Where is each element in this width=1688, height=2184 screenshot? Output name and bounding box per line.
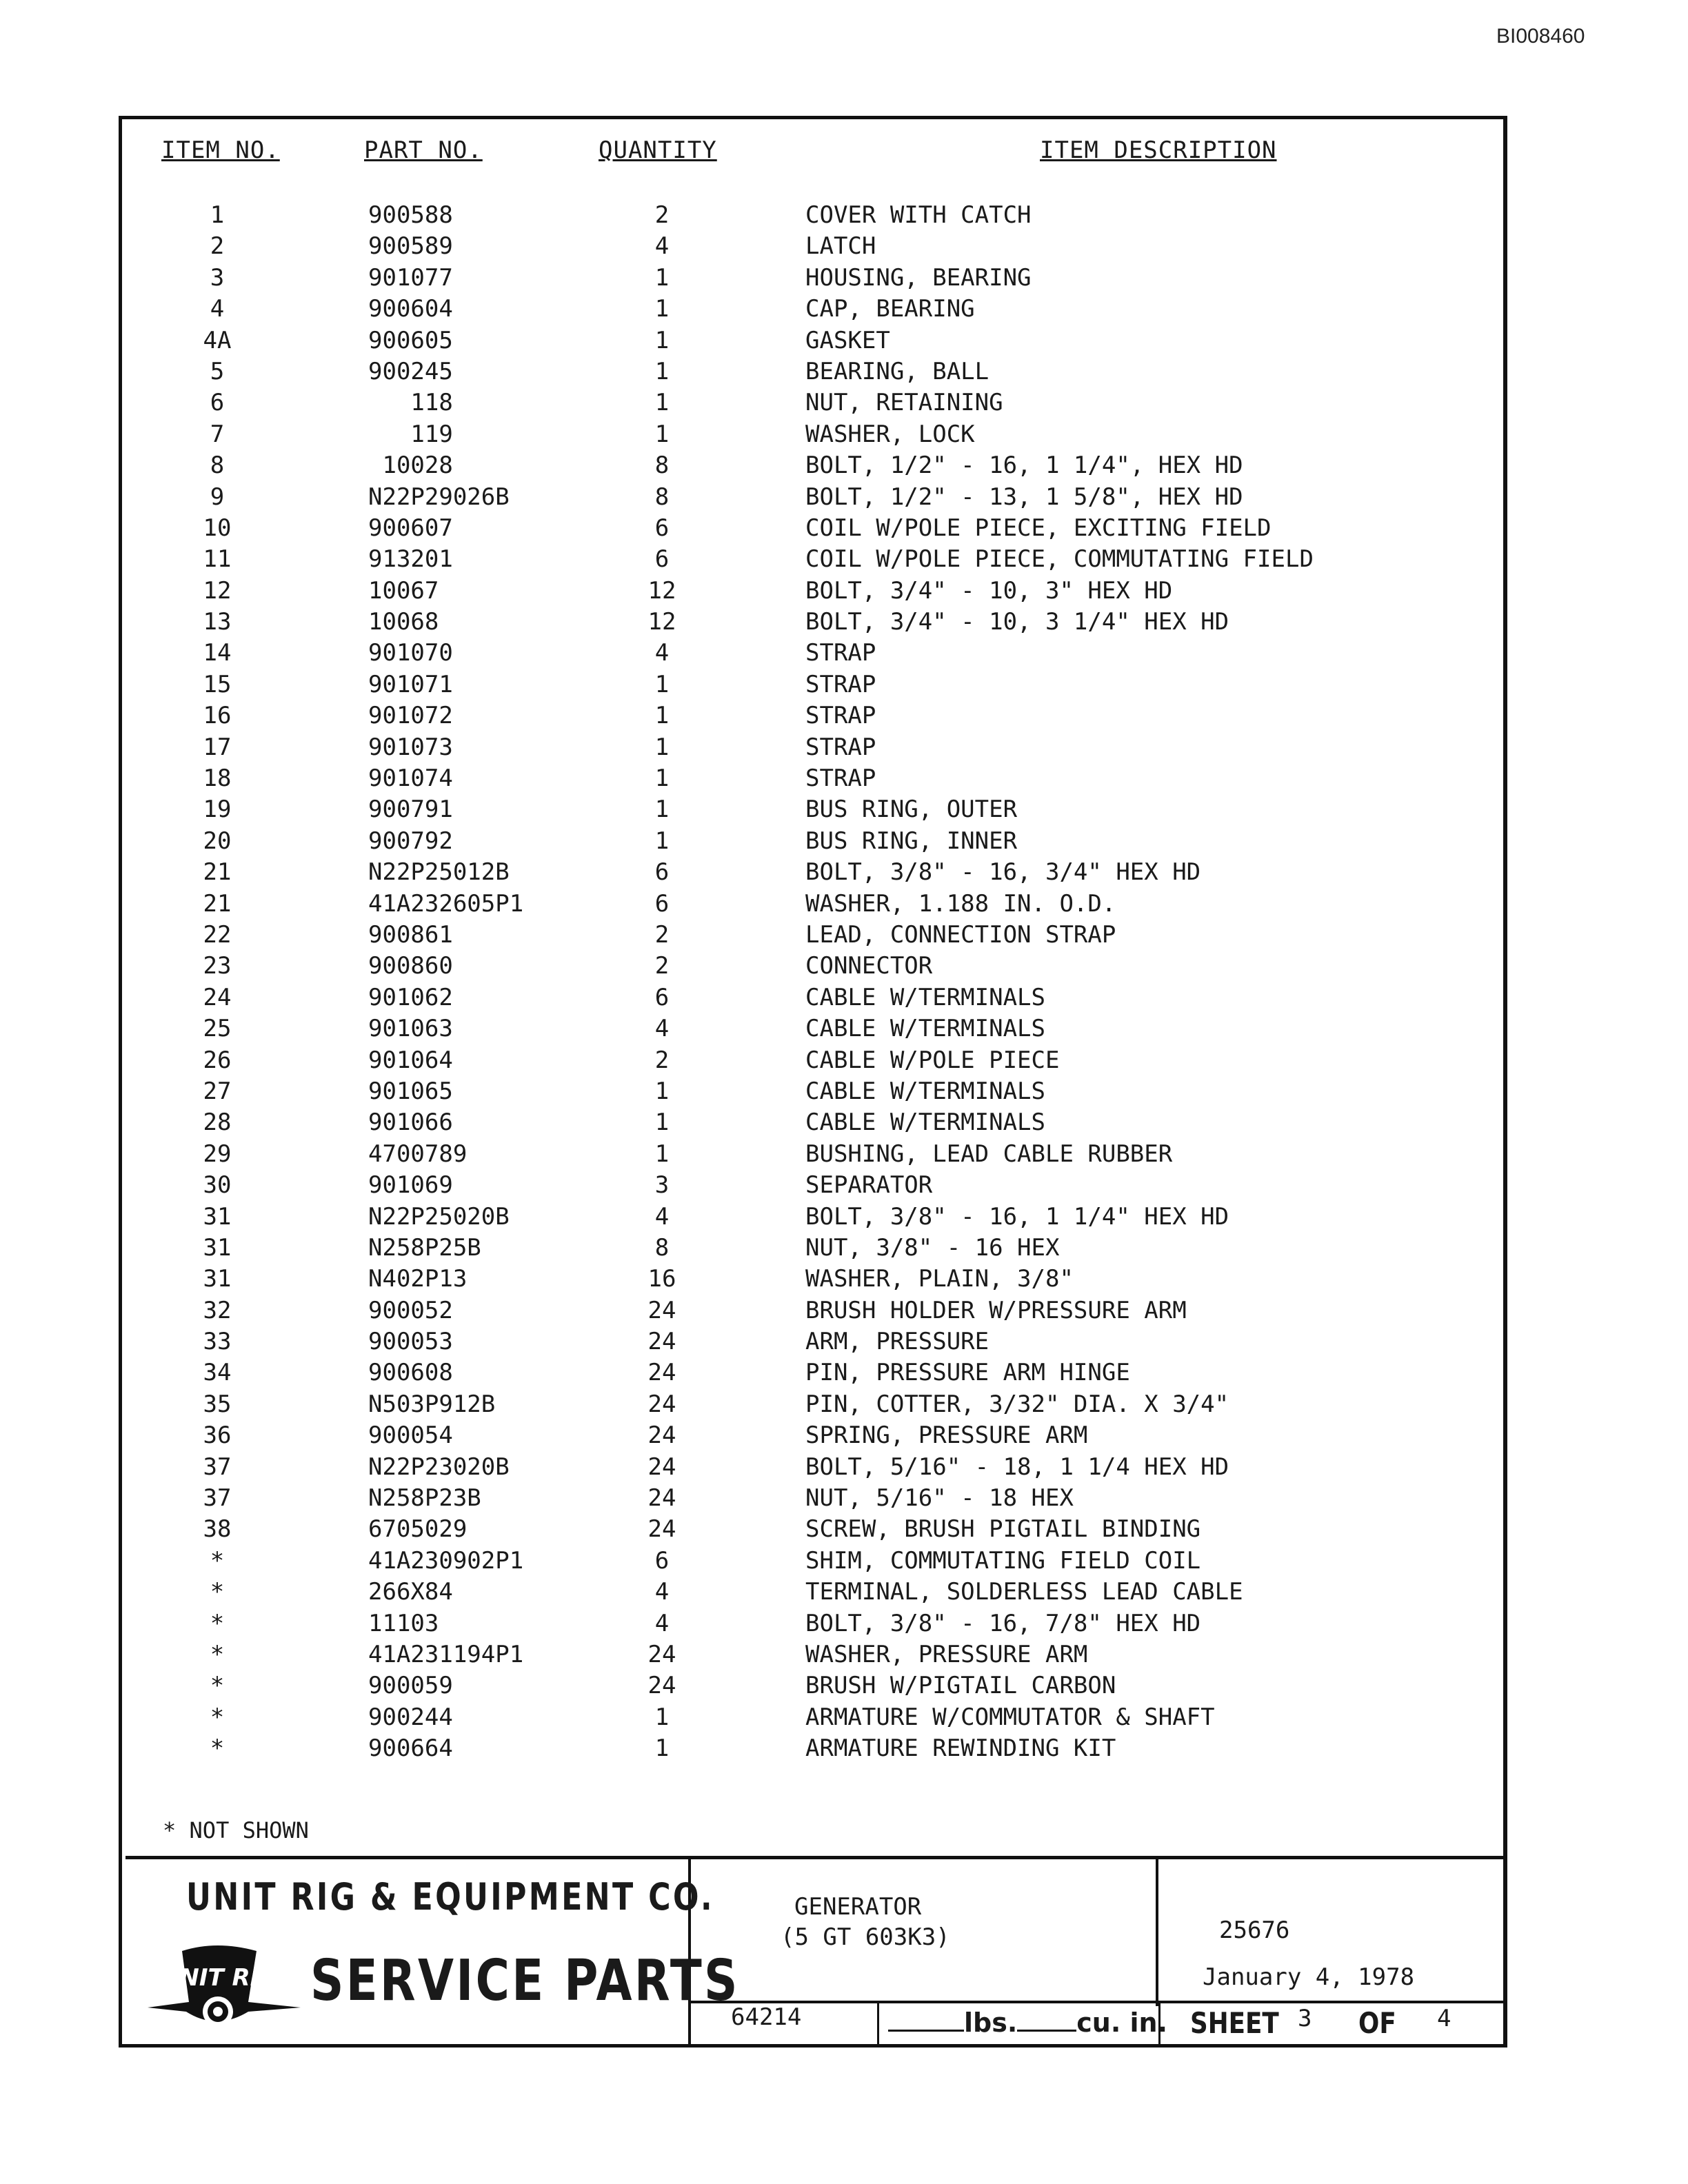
part-number-cell: 266X84 xyxy=(368,1578,453,1606)
quantity-cell: 4 xyxy=(654,232,670,261)
table-row xyxy=(0,419,1688,450)
quantity-cell: 1 xyxy=(654,733,670,761)
item-number-cell: 21 xyxy=(203,889,232,918)
item-number-cell: 15 xyxy=(203,670,232,698)
quantity-cell: 4 xyxy=(654,1015,670,1043)
table-row xyxy=(0,1326,1688,1357)
volume-blank xyxy=(1017,2008,1076,2032)
description-cell: BOLT, 3/8" - 16, 7/8" HEX HD xyxy=(805,1609,1201,1637)
part-number-cell: 10067 xyxy=(368,576,439,605)
part-number-cell: 901065 xyxy=(368,1077,453,1105)
document-id: BI008460 xyxy=(1496,25,1585,48)
part-number-cell: N258P23B xyxy=(368,1484,481,1513)
quantity-cell: 8 xyxy=(654,452,670,480)
part-number-cell: 913201 xyxy=(368,545,453,574)
description-cell: TERMINAL, SOLDERLESS LEAD CABLE xyxy=(805,1578,1243,1606)
item-number-cell: 3 xyxy=(210,263,225,292)
quantity-cell: 1 xyxy=(654,827,670,855)
item-number-cell: 4 xyxy=(210,295,225,323)
weight-volume-field xyxy=(888,2008,1167,2038)
item-number-cell: * xyxy=(210,1609,225,1637)
item-number-cell: 13 xyxy=(203,608,232,636)
description-cell: STRAP xyxy=(805,670,876,698)
table-row xyxy=(0,982,1688,1013)
description-cell: COIL W/POLE PIECE, COMMUTATING FIELD xyxy=(805,545,1314,574)
part-number-cell: 900589 xyxy=(368,232,453,261)
item-number-cell: 19 xyxy=(203,796,232,824)
table-row xyxy=(0,513,1688,544)
description-cell: BOLT, 3/8" - 16, 3/4" HEX HD xyxy=(805,858,1201,887)
quantity-cell: 6 xyxy=(654,545,670,574)
item-number-cell: 34 xyxy=(203,1359,232,1387)
part-number-cell: 901069 xyxy=(368,1171,453,1200)
item-number-cell: 35 xyxy=(203,1390,232,1418)
part-number-cell: 901072 xyxy=(368,702,453,730)
quantity-cell: 4 xyxy=(654,639,670,667)
sheet-label: SHEET xyxy=(1190,2006,1279,2040)
description-cell: ARMATURE REWINDING KIT xyxy=(805,1735,1116,1763)
table-row xyxy=(0,1639,1688,1670)
item-number-cell: 27 xyxy=(203,1077,232,1105)
cu-in-label: cu. in. xyxy=(1076,2008,1168,2038)
header-item-no: ITEM NO. xyxy=(161,136,280,164)
description-cell: BUS RING, INNER xyxy=(805,827,1018,855)
part-number-cell: 41A230902P1 xyxy=(368,1546,524,1575)
description-cell: STRAP xyxy=(805,733,876,761)
table-row xyxy=(0,294,1688,325)
part-number-cell: 900605 xyxy=(368,326,453,354)
part-number-cell: N22P25012B xyxy=(368,858,510,887)
table-row xyxy=(0,1357,1688,1388)
part-number-cell: N22P23020B xyxy=(368,1453,510,1481)
item-number-cell: * xyxy=(210,1735,225,1763)
table-row xyxy=(0,263,1688,294)
part-number-cell: 119 xyxy=(368,420,453,448)
part-number-cell: 11103 xyxy=(368,1609,439,1637)
part-number-cell: 900664 xyxy=(368,1735,453,1763)
table-row xyxy=(0,1107,1688,1138)
quantity-cell: 1 xyxy=(654,765,670,793)
description-cell: WASHER, PRESSURE ARM xyxy=(805,1640,1088,1668)
table-row xyxy=(0,544,1688,575)
description-cell: HOUSING, BEARING xyxy=(805,263,1032,292)
item-number-cell: 33 xyxy=(203,1328,232,1356)
company-name: UNIT RIG & EQUIPMENT CO. xyxy=(186,1875,714,1919)
title-block-divider xyxy=(690,2001,1506,2003)
item-number-cell: 29 xyxy=(203,1140,232,1168)
description-cell: BUS RING, OUTER xyxy=(805,796,1018,824)
part-number-cell: 900608 xyxy=(368,1359,453,1387)
quantity-cell: 24 xyxy=(647,1484,676,1513)
logo-text: UNIT RIG xyxy=(160,1964,279,1992)
item-number-cell: 6 xyxy=(210,389,225,417)
header-item-description: ITEM DESCRIPTION xyxy=(1040,136,1277,164)
table-row xyxy=(0,356,1688,387)
description-cell: GASKET xyxy=(805,326,890,354)
description-cell: BRUSH W/PIGTAIL CARBON xyxy=(805,1672,1116,1700)
table-row xyxy=(0,1233,1688,1264)
description-cell: BOLT, 3/4" - 10, 3 1/4" HEX HD xyxy=(805,608,1229,636)
table-row xyxy=(0,1546,1688,1577)
item-number-cell: 11 xyxy=(203,545,232,574)
part-number-cell: 900588 xyxy=(368,201,453,229)
part-number-cell: 10028 xyxy=(368,452,453,480)
description-cell: CABLE W/TERMINALS xyxy=(805,1015,1045,1043)
item-number-cell: 20 xyxy=(203,827,232,855)
table-row xyxy=(0,920,1688,951)
quantity-cell: 6 xyxy=(654,514,670,542)
item-number-cell: 8 xyxy=(210,452,225,480)
quantity-cell: 2 xyxy=(654,952,670,980)
table-row xyxy=(0,1608,1688,1639)
quantity-cell: 1 xyxy=(654,670,670,698)
item-number-cell: * xyxy=(210,1672,225,1700)
quantity-cell: 12 xyxy=(647,608,676,636)
description-cell: CABLE W/POLE PIECE xyxy=(805,1046,1060,1074)
item-number-cell: 36 xyxy=(203,1422,232,1450)
quantity-cell: 4 xyxy=(654,1578,670,1606)
quantity-cell: 1 xyxy=(654,1735,670,1763)
quantity-cell: 1 xyxy=(654,1109,670,1137)
part-number-cell: 901073 xyxy=(368,733,453,761)
quantity-cell: 2 xyxy=(654,1046,670,1074)
part-number-cell: N22P29026B xyxy=(368,483,510,511)
description-cell: BUSHING, LEAD CABLE RUBBER xyxy=(805,1140,1173,1168)
item-number-cell: 7 xyxy=(210,420,225,448)
part-number-cell: 901063 xyxy=(368,1015,453,1043)
description-cell: NUT, 5/16" - 18 HEX xyxy=(805,1484,1074,1513)
description-cell: STRAP xyxy=(805,765,876,793)
item-number-cell: 14 xyxy=(203,639,232,667)
item-number-cell: 12 xyxy=(203,576,232,605)
description-cell: BRUSH HOLDER W/PRESSURE ARM xyxy=(805,1296,1187,1324)
table-row xyxy=(0,231,1688,262)
description-cell: CAP, BEARING xyxy=(805,295,975,323)
table-row xyxy=(0,1170,1688,1201)
table-row xyxy=(0,1577,1688,1608)
description-cell: LEAD, CONNECTION STRAP xyxy=(805,920,1116,949)
quantity-cell: 24 xyxy=(647,1453,676,1481)
document-date: January 4, 1978 xyxy=(1203,1963,1415,1991)
table-row xyxy=(0,857,1688,888)
item-number-cell: 18 xyxy=(203,765,232,793)
table-row xyxy=(0,1733,1688,1764)
table-row xyxy=(0,200,1688,231)
description-cell: STRAP xyxy=(805,702,876,730)
item-number-cell: 17 xyxy=(203,733,232,761)
quantity-cell: 4 xyxy=(654,1609,670,1637)
part-number-cell: 900604 xyxy=(368,295,453,323)
quantity-cell: 2 xyxy=(654,920,670,949)
part-number-cell: 901064 xyxy=(368,1046,453,1074)
part-number-cell: 900860 xyxy=(368,952,453,980)
table-row xyxy=(0,325,1688,356)
table-row xyxy=(0,482,1688,513)
table-row xyxy=(0,1420,1688,1451)
sheet-number: 3 xyxy=(1298,2005,1312,2032)
item-number-cell: 16 xyxy=(203,702,232,730)
quantity-cell: 1 xyxy=(654,295,670,323)
quantity-cell: 6 xyxy=(654,983,670,1011)
table-row xyxy=(0,576,1688,607)
description-cell: ARM, PRESSURE xyxy=(805,1328,989,1356)
part-number-cell: 901074 xyxy=(368,765,453,793)
item-number-cell: 28 xyxy=(203,1109,232,1137)
table-row xyxy=(0,1670,1688,1701)
description-cell: NUT, RETAINING xyxy=(805,389,1003,417)
item-number-cell: 32 xyxy=(203,1296,232,1324)
part-number-cell: 10068 xyxy=(368,608,439,636)
drawing-number: 25676 xyxy=(1219,1917,1290,1944)
part-number-cell: 4700789 xyxy=(368,1140,468,1168)
part-number-cell: 900054 xyxy=(368,1422,453,1450)
table-row xyxy=(0,387,1688,418)
table-row xyxy=(0,1702,1688,1733)
part-number-cell: 900792 xyxy=(368,827,453,855)
part-number-cell: 900607 xyxy=(368,514,453,542)
quantity-cell: 24 xyxy=(647,1390,676,1418)
quantity-cell: 1 xyxy=(654,420,670,448)
table-row xyxy=(0,1295,1688,1326)
part-number-cell: N402P13 xyxy=(368,1265,468,1293)
table-row xyxy=(0,1514,1688,1545)
item-number-cell: 9 xyxy=(210,483,225,511)
description-cell: STRAP xyxy=(805,639,876,667)
table-row xyxy=(0,1389,1688,1420)
table-row xyxy=(0,1452,1688,1483)
quantity-cell: 1 xyxy=(654,357,670,385)
table-row xyxy=(0,951,1688,982)
item-number-cell: 26 xyxy=(203,1046,232,1074)
part-number-cell: 901062 xyxy=(368,983,453,1011)
quantity-cell: 24 xyxy=(647,1640,676,1668)
description-cell: BOLT, 5/16" - 18, 1 1/4 HEX HD xyxy=(805,1453,1229,1481)
of-label: OF xyxy=(1358,2006,1396,2040)
part-number-cell: 901070 xyxy=(368,639,453,667)
table-row xyxy=(0,794,1688,825)
part-number-cell: 901077 xyxy=(368,263,453,292)
table-row xyxy=(0,732,1688,763)
part-number-cell: N22P25020B xyxy=(368,1202,510,1231)
quantity-cell: 1 xyxy=(654,796,670,824)
description-cell: LATCH xyxy=(805,232,876,261)
part-number-cell: 41A232605P1 xyxy=(368,889,524,918)
item-number-cell: 31 xyxy=(203,1265,232,1293)
part-number-cell: 900052 xyxy=(368,1296,453,1324)
description-cell: BOLT, 1/2" - 16, 1 1/4", HEX HD xyxy=(805,452,1243,480)
item-number-cell: 25 xyxy=(203,1015,232,1043)
item-number-cell: 31 xyxy=(203,1233,232,1262)
item-number-cell: 21 xyxy=(203,858,232,887)
description-cell: SHIM, COMMUTATING FIELD COIL xyxy=(805,1546,1201,1575)
quantity-cell: 2 xyxy=(654,201,670,229)
quantity-cell: 4 xyxy=(654,1202,670,1231)
quantity-cell: 24 xyxy=(647,1672,676,1700)
item-number-cell: * xyxy=(210,1546,225,1575)
table-row xyxy=(0,1483,1688,1514)
weight-blank xyxy=(888,2008,964,2032)
part-number-cell: 41A231194P1 xyxy=(368,1640,524,1668)
part-number-cell: 900059 xyxy=(368,1672,453,1700)
parts-list xyxy=(0,200,1688,1765)
quantity-cell: 1 xyxy=(654,263,670,292)
quantity-cell: 1 xyxy=(654,1077,670,1105)
description-cell: ARMATURE W/COMMUTATOR & SHAFT xyxy=(805,1703,1215,1731)
item-number-cell: 1 xyxy=(210,201,225,229)
item-number-cell: 2 xyxy=(210,232,225,261)
description-cell: COVER WITH CATCH xyxy=(805,201,1032,229)
title-block-divider xyxy=(1156,1856,1158,2006)
part-number-cell: 900791 xyxy=(368,796,453,824)
quantity-cell: 6 xyxy=(654,858,670,887)
quantity-cell: 24 xyxy=(647,1328,676,1356)
description-cell: WASHER, LOCK xyxy=(805,420,975,448)
table-row xyxy=(0,1076,1688,1107)
quantity-cell: 8 xyxy=(654,483,670,511)
part-number-cell: N258P25B xyxy=(368,1233,481,1262)
part-number-cell: N503P912B xyxy=(368,1390,496,1418)
description-cell: CONNECTOR xyxy=(805,952,933,980)
description-cell: CABLE W/TERMINALS xyxy=(805,983,1045,1011)
table-row xyxy=(0,1013,1688,1044)
item-number-cell: 5 xyxy=(210,357,225,385)
quantity-cell: 12 xyxy=(647,576,676,605)
description-cell: CABLE W/TERMINALS xyxy=(805,1077,1045,1105)
quantity-cell: 6 xyxy=(654,1546,670,1575)
item-number-cell: * xyxy=(210,1578,225,1606)
table-row xyxy=(0,669,1688,700)
table-row xyxy=(0,1202,1688,1233)
part-number-cell: 900861 xyxy=(368,920,453,949)
table-row xyxy=(0,889,1688,920)
quantity-cell: 24 xyxy=(647,1296,676,1324)
product-model: (5 GT 603K3) xyxy=(781,1923,950,1951)
quantity-cell: 24 xyxy=(647,1359,676,1387)
part-number-cell: 900053 xyxy=(368,1328,453,1356)
description-cell: PIN, PRESSURE ARM HINGE xyxy=(805,1359,1130,1387)
unit-rig-logo xyxy=(141,1930,306,2034)
description-cell: BOLT, 3/8" - 16, 1 1/4" HEX HD xyxy=(805,1202,1229,1231)
description-cell: NUT, 3/8" - 16 HEX xyxy=(805,1233,1060,1262)
lbs-label: lbs. xyxy=(964,2008,1018,2038)
quantity-cell: 24 xyxy=(647,1422,676,1450)
sheet-total: 4 xyxy=(1437,2005,1451,2032)
description-cell: WASHER, 1.188 IN. O.D. xyxy=(805,889,1116,918)
quantity-cell: 16 xyxy=(647,1265,676,1293)
item-number-cell: 38 xyxy=(203,1515,232,1544)
table-row xyxy=(0,826,1688,857)
part-number-cell: 900245 xyxy=(368,357,453,385)
table-row xyxy=(0,450,1688,481)
description-cell: SCREW, BRUSH PIGTAIL BINDING xyxy=(805,1515,1201,1544)
item-number-cell: 23 xyxy=(203,952,232,980)
quantity-cell: 1 xyxy=(654,1703,670,1731)
catalog-number: 64214 xyxy=(731,2003,802,2031)
table-row xyxy=(0,1139,1688,1170)
service-parts-title: SERVICE PARTS xyxy=(310,1948,740,2014)
item-number-cell: 30 xyxy=(203,1171,232,1200)
item-number-cell: 37 xyxy=(203,1453,232,1481)
part-number-cell: 900244 xyxy=(368,1703,453,1731)
item-number-cell: 24 xyxy=(203,983,232,1011)
description-cell: WASHER, PLAIN, 3/8" xyxy=(805,1265,1074,1293)
item-number-cell: 22 xyxy=(203,920,232,949)
description-cell: SPRING, PRESSURE ARM xyxy=(805,1422,1088,1450)
header-quantity: QUANTITY xyxy=(599,136,717,164)
part-number-cell: 6705029 xyxy=(368,1515,468,1544)
quantity-cell: 1 xyxy=(654,389,670,417)
part-number-cell: 118 xyxy=(368,389,453,417)
part-number-cell: 901066 xyxy=(368,1109,453,1137)
item-number-cell: 4A xyxy=(203,326,232,354)
table-row xyxy=(0,638,1688,669)
quantity-cell: 3 xyxy=(654,1171,670,1200)
quantity-cell: 8 xyxy=(654,1233,670,1262)
product-name: GENERATOR xyxy=(794,1893,922,1921)
item-number-cell: 10 xyxy=(203,514,232,542)
table-row xyxy=(0,1045,1688,1076)
description-cell: PIN, COTTER, 3/32" DIA. X 3/4" xyxy=(805,1390,1229,1418)
quantity-cell: 1 xyxy=(654,326,670,354)
description-cell: SEPARATOR xyxy=(805,1171,933,1200)
quantity-cell: 1 xyxy=(654,702,670,730)
item-number-cell: * xyxy=(210,1640,225,1668)
table-row xyxy=(0,700,1688,731)
header-part-no: PART NO. xyxy=(364,136,483,164)
table-row xyxy=(0,1264,1688,1295)
description-cell: BOLT, 1/2" - 13, 1 5/8", HEX HD xyxy=(805,483,1243,511)
title-block-divider xyxy=(877,2003,879,2046)
part-number-cell: 901071 xyxy=(368,670,453,698)
table-row xyxy=(0,607,1688,638)
item-number-cell: 37 xyxy=(203,1484,232,1513)
footnote-not-shown: * NOT SHOWN xyxy=(163,1817,309,1843)
quantity-cell: 6 xyxy=(654,889,670,918)
description-cell: BOLT, 3/4" - 10, 3" HEX HD xyxy=(805,576,1173,605)
quantity-cell: 24 xyxy=(647,1515,676,1544)
table-row xyxy=(0,763,1688,794)
item-number-cell: * xyxy=(210,1703,225,1731)
item-number-cell: 31 xyxy=(203,1202,232,1231)
description-cell: COIL W/POLE PIECE, EXCITING FIELD xyxy=(805,514,1272,542)
description-cell: CABLE W/TERMINALS xyxy=(805,1109,1045,1137)
quantity-cell: 1 xyxy=(654,1140,670,1168)
description-cell: BEARING, BALL xyxy=(805,357,989,385)
